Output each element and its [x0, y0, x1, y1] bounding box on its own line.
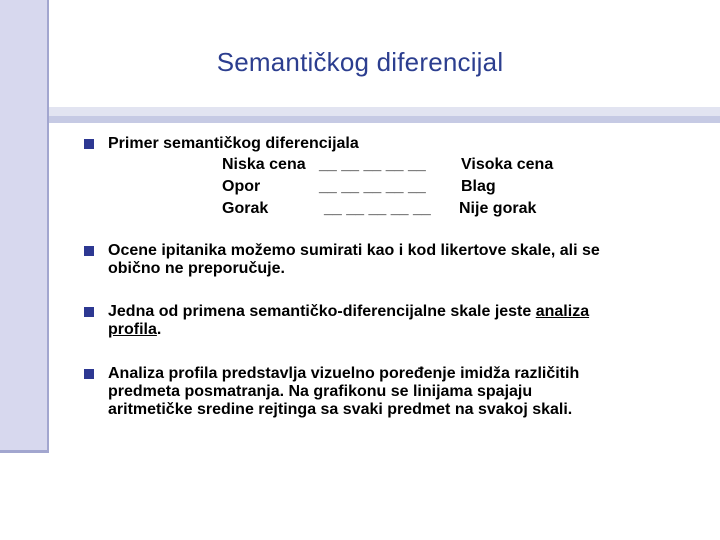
bullet-4-line-3: aritmetičke sredine rejtinga sa svaki predmet na svakoj skali. [108, 401, 573, 418]
scale-row-1-right: Visoka cena [461, 156, 554, 173]
scale-row-1-left: Niska cena [222, 156, 306, 173]
bullet-square-icon [84, 369, 94, 379]
analiza-profila-link-part-1[interactable]: analiza [535, 303, 590, 320]
bullet-1-text: Primer semantičkog diferencijala [108, 135, 359, 152]
bullet-4-line-2: predmeta posmatranja. Na grafikonu se linijama spajaju [108, 383, 533, 400]
bullet-3-period: . [156, 321, 162, 338]
bullet-3-text [108, 303, 589, 339]
scale-row-3-blanks: __ __ __ __ __ [324, 200, 431, 217]
left-decor-bottom-line [0, 450, 49, 453]
scale-row-2-left: Opor [222, 178, 261, 195]
analiza-profila-link-part-2[interactable]: profila [108, 321, 157, 338]
scale-row-3-left: Gorak [222, 200, 269, 217]
bullet-3-line-1: Jedna od primena semantičko-diferencijalne skale jeste [108, 303, 536, 320]
title-divider-dark [49, 116, 720, 123]
scale-row-1-blanks: __ __ __ __ __ [319, 156, 426, 173]
bullet-square-icon [84, 139, 94, 149]
bullet-2-line-2: obično ne preporučuje. [108, 260, 285, 277]
title-divider-light [49, 107, 720, 116]
scale-row-3-right: Nije gorak [459, 200, 537, 217]
scale-row-2-right: Blag [461, 178, 496, 195]
bullet-square-icon [84, 307, 94, 317]
bullet-2-text [108, 242, 600, 278]
bullet-4-line-1: Analiza profila predstavlja vizuelno poređenje imidža različitih [108, 365, 580, 382]
bullet-4-text [108, 365, 579, 419]
bullet-2-line-1: Ocene ipitanika možemo sumirati kao i kod likertove skale, ali se [108, 242, 600, 259]
slide-title: Semantičkog diferencijal [216, 47, 504, 77]
bullet-square-icon [84, 246, 94, 256]
scale-row-2-blanks: __ __ __ __ __ [319, 178, 426, 195]
